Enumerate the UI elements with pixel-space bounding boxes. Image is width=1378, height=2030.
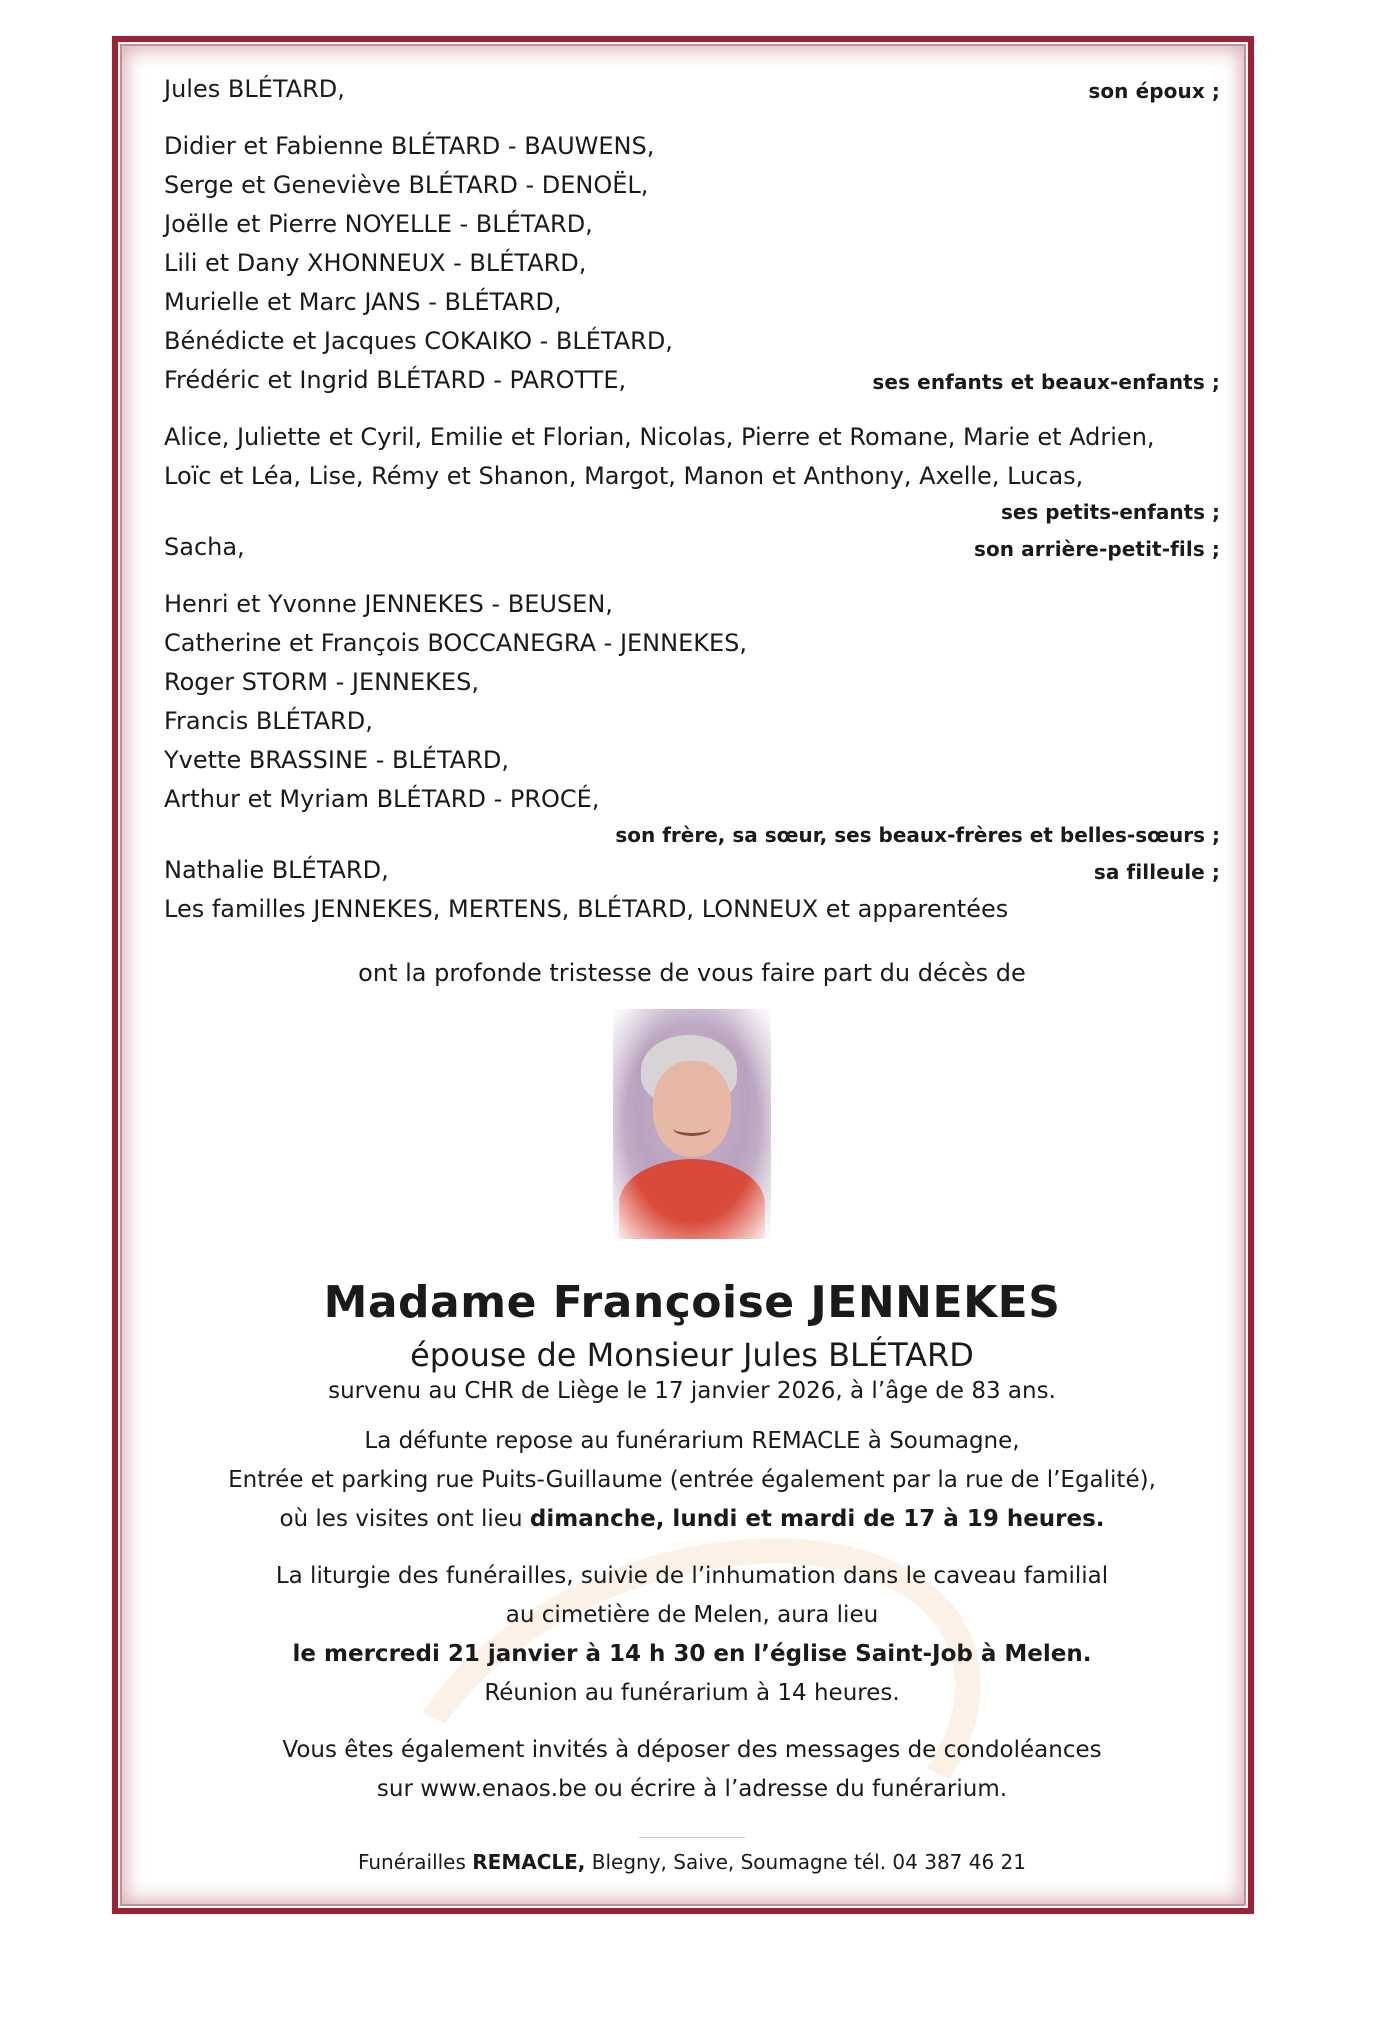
- family-row: [164, 663, 1220, 702]
- family-row: [164, 457, 1220, 496]
- deceased-date: survenu au CHR de Liège le 17 janvier 2026, à l’âge de 83 ans.: [328, 1378, 1056, 1404]
- family-name: Catherine et François BOCCANEGRA - JENNEKES,: [164, 629, 748, 657]
- family-name: Serge et Geneviève BLÉTARD - DENOËL,: [164, 171, 649, 199]
- family-row: [164, 70, 1220, 109]
- family-row: [164, 585, 1220, 624]
- family-list: [164, 70, 1220, 929]
- family-row: [164, 418, 1220, 457]
- family-name: Joëlle et Pierre NOYELLE - BLÉTARD,: [164, 210, 593, 238]
- group-gap: [164, 567, 1220, 585]
- visitation-line-1: La défunte repose au funérarium REMACLE à Soumagne,: [364, 1428, 1020, 1454]
- family-name: Yvette BRASSINE - BLÉTARD,: [164, 746, 510, 774]
- family-name: Henri et Yvonne JENNEKES - BEUSEN,: [164, 590, 613, 618]
- condolences-line-1: Vous êtes également invités à déposer des messages de condoléances: [282, 1737, 1102, 1763]
- portrait-face: [653, 1061, 731, 1157]
- family-relation: sa filleule ;: [1093, 860, 1220, 884]
- footer-funeral-home: Funérailles REMACLE, Blegny, Saive, Soumagne tél. 04 387 46 21: [357, 1850, 1027, 1874]
- portrait-smile: [673, 1121, 711, 1136]
- funeral-info: [164, 1557, 1220, 1713]
- notice-content: [164, 70, 1220, 1874]
- family-row: [164, 624, 1220, 663]
- funeral-line-3: le mercredi 21 janvier à 14 h 30 en l’église Saint-Job à Melen.: [292, 1641, 1092, 1667]
- family-row: [164, 528, 1220, 567]
- family-name: Bénédicte et Jacques COKAIKO - BLÉTARD,: [164, 327, 673, 355]
- family-row: [164, 741, 1220, 780]
- visitation-info: [164, 1422, 1220, 1539]
- portrait-sweater: [619, 1159, 765, 1249]
- group-gap: [164, 400, 1220, 418]
- deceased-spouse: épouse de Monsieur Jules BLÉTARD: [410, 1336, 974, 1374]
- funeral-line-1: La liturgie des funérailles, suivie de l’inhumation dans le caveau familial: [275, 1563, 1109, 1589]
- footer-divider: [639, 1837, 745, 1838]
- condolences-line-2: sur www.enaos.be ou écrire à l’adresse du funérarium.: [376, 1776, 1008, 1802]
- family-name: Roger STORM - JENNEKES,: [164, 668, 479, 696]
- family-row: [164, 322, 1220, 361]
- family-relation: son époux ;: [1088, 79, 1220, 103]
- family-row: [164, 851, 1220, 890]
- family-row: [164, 205, 1220, 244]
- family-relation: son frère, sa sœur, ses beaux-frères et belles-sœurs ;: [615, 823, 1220, 847]
- family-name: Arthur et Myriam BLÉTARD - PROCÉ,: [164, 785, 600, 813]
- visitation-line-2: Entrée et parking rue Puits-Guillaume (entrée également par la rue de l’Egalité),: [228, 1467, 1156, 1493]
- condolences-info: [164, 1731, 1220, 1809]
- family-name: Loïc et Léa, Lise, Rémy et Shanon, Margot, Manon et Anthony, Axelle, Lucas,: [164, 462, 1084, 490]
- funeral-line-4: Réunion au funérarium à 14 heures.: [484, 1680, 900, 1706]
- family-name: Murielle et Marc JANS - BLÉTARD,: [164, 288, 562, 316]
- family-name: Frédéric et Ingrid BLÉTARD - PAROTTE,: [164, 366, 627, 394]
- family-name: Alice, Juliette et Cyril, Emilie et Florian, Nicolas, Pierre et Romane, Marie et Adrien,: [164, 423, 1155, 451]
- family-name: Nathalie BLÉTARD,: [164, 856, 389, 884]
- family-name: Didier et Fabienne BLÉTARD - BAUWENS,: [164, 132, 655, 160]
- family-row: [164, 127, 1220, 166]
- family-row: [164, 244, 1220, 283]
- family-name: Les familles JENNEKES, MERTENS, BLÉTARD, LONNEUX et apparentées: [164, 895, 1009, 923]
- family-row: [164, 166, 1220, 205]
- family-row: [164, 780, 1220, 819]
- photo-container: [164, 1009, 1220, 1239]
- family-name: Lili et Dany XHONNEUX - BLÉTARD,: [164, 249, 587, 277]
- family-row: [164, 283, 1220, 322]
- portrait-photo: [613, 1009, 771, 1239]
- visitation-line-3: où les visites ont lieu dimanche, lundi et mardi de 17 à 19 heures.: [279, 1506, 1105, 1532]
- family-name: Jules BLÉTARD,: [164, 75, 345, 103]
- intro-line: ont la profonde tristesse de vous faire part du décès de: [358, 959, 1026, 987]
- family-row: [164, 702, 1220, 741]
- family-relation: ses petits-enfants ;: [1000, 500, 1220, 524]
- family-relation: son arrière-petit-fils ;: [973, 537, 1220, 561]
- deceased-name: Madame Françoise JENNEKES: [323, 1277, 1061, 1328]
- family-name: Francis BLÉTARD,: [164, 707, 373, 735]
- family-relation: ses enfants et beaux-enfants ;: [872, 370, 1220, 394]
- family-name: Sacha,: [164, 533, 245, 561]
- family-row: [164, 361, 1220, 400]
- funeral-line-2: au cimetière de Melen, aura lieu: [505, 1602, 879, 1628]
- family-row: [164, 890, 1220, 929]
- group-gap: [164, 109, 1220, 127]
